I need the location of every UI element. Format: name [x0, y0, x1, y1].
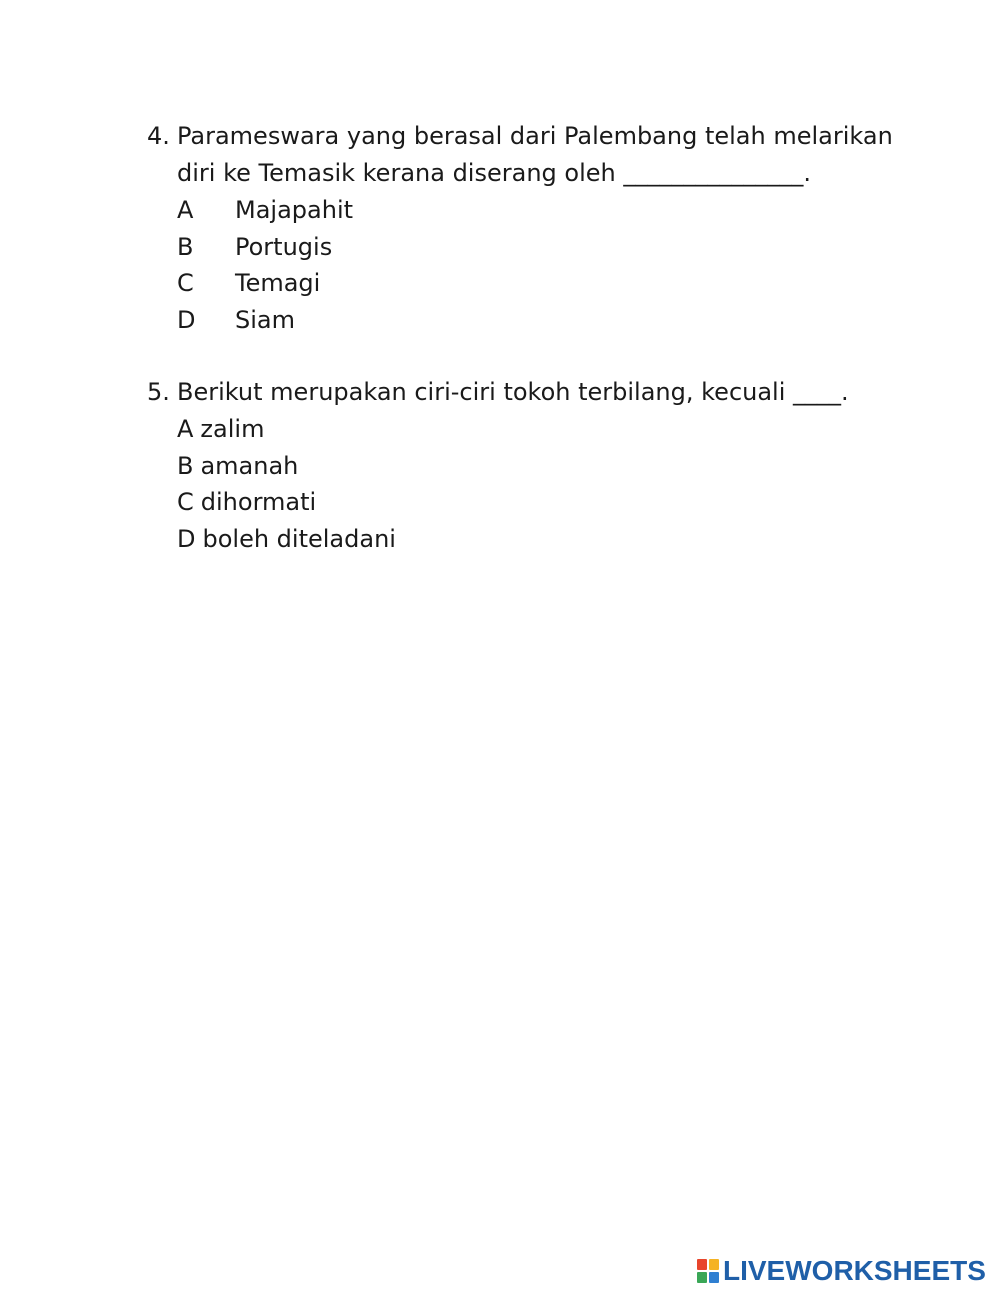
option-letter: A	[177, 415, 194, 443]
liveworksheets-icon	[697, 1259, 719, 1283]
question-5-option-c[interactable]	[147, 484, 849, 521]
option-text: amanah	[200, 451, 299, 480]
option-text: dihormati	[200, 488, 317, 516]
option-letter: C	[177, 269, 194, 297]
option-letter: B	[177, 451, 194, 480]
question-4-option-d[interactable]	[147, 302, 893, 339]
option-letter: D	[177, 305, 196, 334]
option-text: Temagi	[235, 269, 321, 297]
question-5-text-1: Berikut merupakan ciri-ciri tokoh terbilang, kecuali ____.	[177, 378, 849, 406]
option-letter: D	[177, 524, 196, 553]
question-4-stem-line-2: diri ke Temasik kerana diserang oleh _______________.	[177, 159, 811, 187]
question-5-option-a[interactable]	[147, 411, 849, 448]
question-4	[147, 118, 893, 338]
question-4-option-a[interactable]	[147, 192, 893, 229]
question-5-option-d[interactable]	[147, 521, 849, 558]
liveworksheets-logo	[697, 1255, 986, 1287]
logo-square-icon	[709, 1272, 719, 1283]
option-text: zalim	[200, 415, 265, 443]
question-4-number: 4.	[147, 122, 170, 150]
question-5-option-b[interactable]	[147, 448, 849, 485]
logo-square-icon	[709, 1259, 719, 1270]
option-letter: C	[177, 488, 194, 516]
question-4-stem-line-1	[147, 118, 893, 155]
question-4-option-b[interactable]	[147, 229, 893, 266]
option-text: Majapahit	[235, 196, 354, 224]
question-5-number: 5.	[147, 378, 170, 406]
brand-name: LIVEWORKSHEETS	[723, 1255, 986, 1286]
question-5	[147, 374, 849, 557]
option-letter: B	[177, 232, 194, 261]
question-4-option-c[interactable]	[147, 265, 893, 302]
question-4-text-1: Parameswara yang berasal dari Palembang telah melarikan	[177, 122, 893, 150]
option-text: boleh diteladani	[202, 524, 396, 553]
logo-square-icon	[697, 1259, 707, 1270]
logo-square-icon	[697, 1272, 707, 1283]
option-letter: A	[177, 196, 194, 224]
question-5-stem-line-1	[147, 374, 849, 411]
option-text: Siam	[235, 305, 295, 334]
option-text: Portugis	[235, 232, 333, 261]
